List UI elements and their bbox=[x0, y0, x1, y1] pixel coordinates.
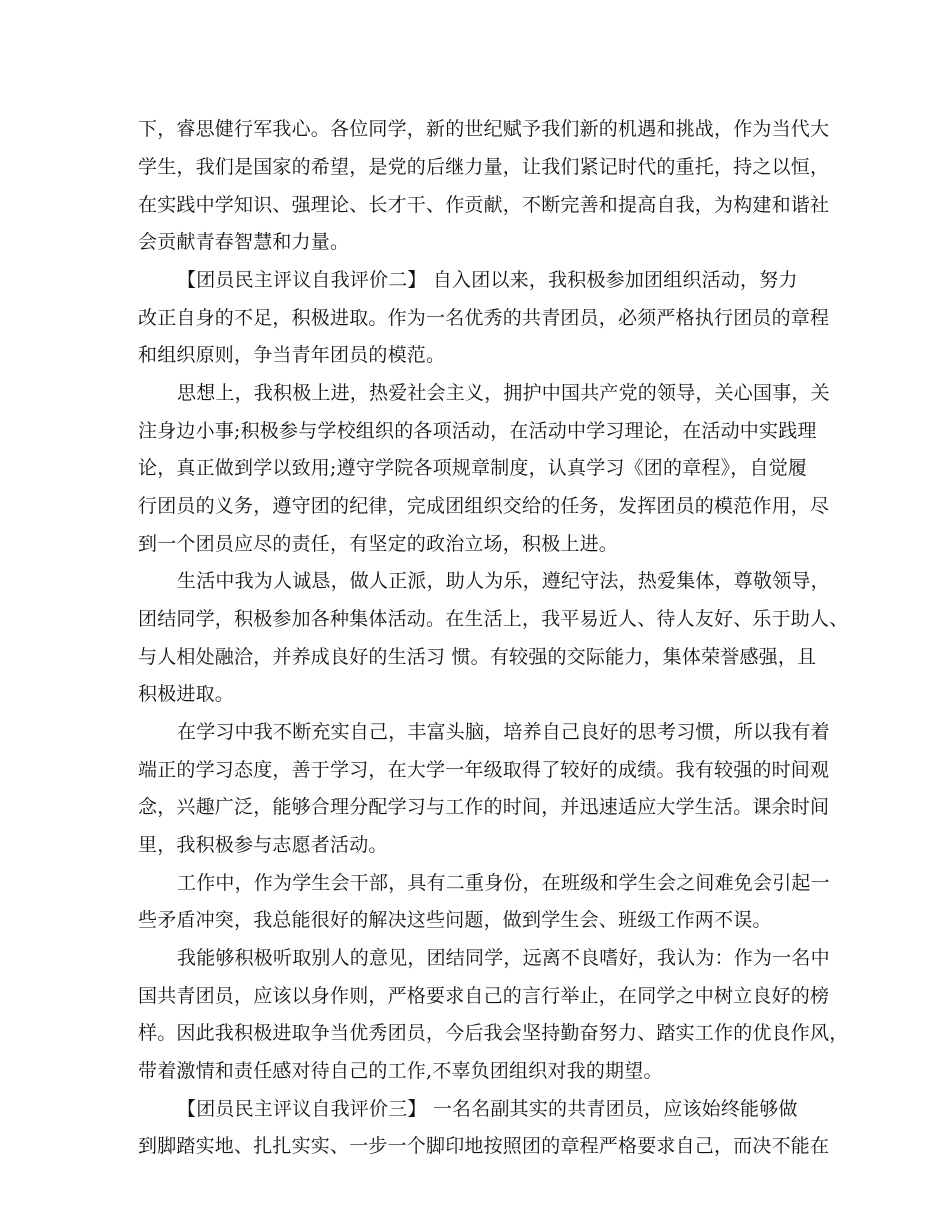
text-line: 注身边小事;积极参与学校组织的各项活动，在活动中学习理论，在活动中实践理 bbox=[138, 420, 817, 442]
paragraph-first-line: 思想上，我积极上进，热爱社会主义，拥护中国共产党的领导，关心国事，关 bbox=[177, 382, 830, 404]
text-line: 到一个团员应尽的责任，有坚定的政治立场，积极上进。 bbox=[138, 533, 619, 555]
text-line: 行团员的义务，遵守团的纪律，完成团组织交给的任务，发挥团员的模范作用，尽 bbox=[138, 495, 830, 517]
text-line: 念，兴趣广泛，能够合理分配学习与工作的时间，并迅速适应大学生活。课余时间 bbox=[138, 796, 830, 818]
paragraph-first-line: 生活中我为人诚恳，做人正派，助人为乐，遵纪守法，热爱集体，尊敬领导， bbox=[177, 570, 830, 592]
text-line: 下，睿思健行军我心。各位同学，新的世纪赋予我们新的机遇和挑战，作为当代大 bbox=[138, 118, 830, 140]
paragraph-first-line: 工作中，作为学生会干部，具有二重身份，在班级和学生会之间难免会引起一 bbox=[177, 872, 830, 894]
text-line: 论，真正做到学以致用;遵守学院各项规章制度，认真学习《团的章程》，自觉履 bbox=[138, 457, 808, 479]
text-line: 改正自身的不足，积极进取。作为一名优秀的共青团员，必须严格执行团员的章程 bbox=[138, 307, 830, 329]
text-line: 里，我积极参与志愿者活动。 bbox=[138, 834, 388, 856]
section-heading-line: 【团员民主评议自我评价三】 一名名副其实的共青团员，应该始终能够做 bbox=[177, 1098, 798, 1120]
paragraph-first-line: 在学习中我不断充实自己，丰富头脑，培养自己良好的思考习惯，所以我有着 bbox=[177, 721, 830, 743]
text-line: 学生，我们是国家的希望，是党的后继力量，让我们紧记时代的重托，持之以恒， bbox=[138, 156, 830, 178]
text-line: 与人相处融洽，并养成良好的生活习 惯。有较强的交际能力，集体荣誉感强，且 bbox=[138, 646, 817, 668]
text-line: 些矛盾冲突，我总能很好的解决这些问题，做到学生会、班级工作两不误。 bbox=[138, 909, 772, 931]
text-line: 样。因此我积极进取争当优秀团员，今后我会坚持勤奋努力、踏实工作的优良作风， bbox=[138, 1022, 849, 1044]
text-line: 到脚踏实地、扎扎实实、一步一个脚印地按照团的章程严格要求自己，而决不能在 bbox=[138, 1135, 830, 1157]
paragraph-first-line: 我能够积极听取别人的意见，团结同学，远离不良嗜好，我认为：作为一名中 bbox=[177, 947, 830, 969]
text-line: 国共青团员，应该以身作则，严格要求自己的言行举止，在同学之中树立良好的榜 bbox=[138, 985, 830, 1007]
text-line: 积极进取。 bbox=[138, 683, 235, 705]
text-line: 和组织原则，争当青年团员的模范。 bbox=[138, 344, 446, 366]
text-line: 会贡献青春智慧和力量。 bbox=[138, 231, 350, 253]
text-line: 端正的学习态度，善于学习，在大学一年级取得了较好的成绩。我有较强的时间观 bbox=[138, 759, 830, 781]
text-line: 团结同学，积极参加各种集体活动。在生活上，我平易近人、待人友好、乐于助人、 bbox=[138, 608, 849, 630]
text-line: 带着激情和责任感对待自己的工作,不辜负团组织对我的期望。 bbox=[138, 1060, 663, 1082]
text-line: 在实践中学知识、强理论、长才干、作贡献，不断完善和提高自我，为构建和谐社 bbox=[138, 194, 830, 216]
section-heading-line: 【团员民主评议自我评价二】 自入团以来，我积极参加团组织活动，努力 bbox=[177, 269, 798, 291]
